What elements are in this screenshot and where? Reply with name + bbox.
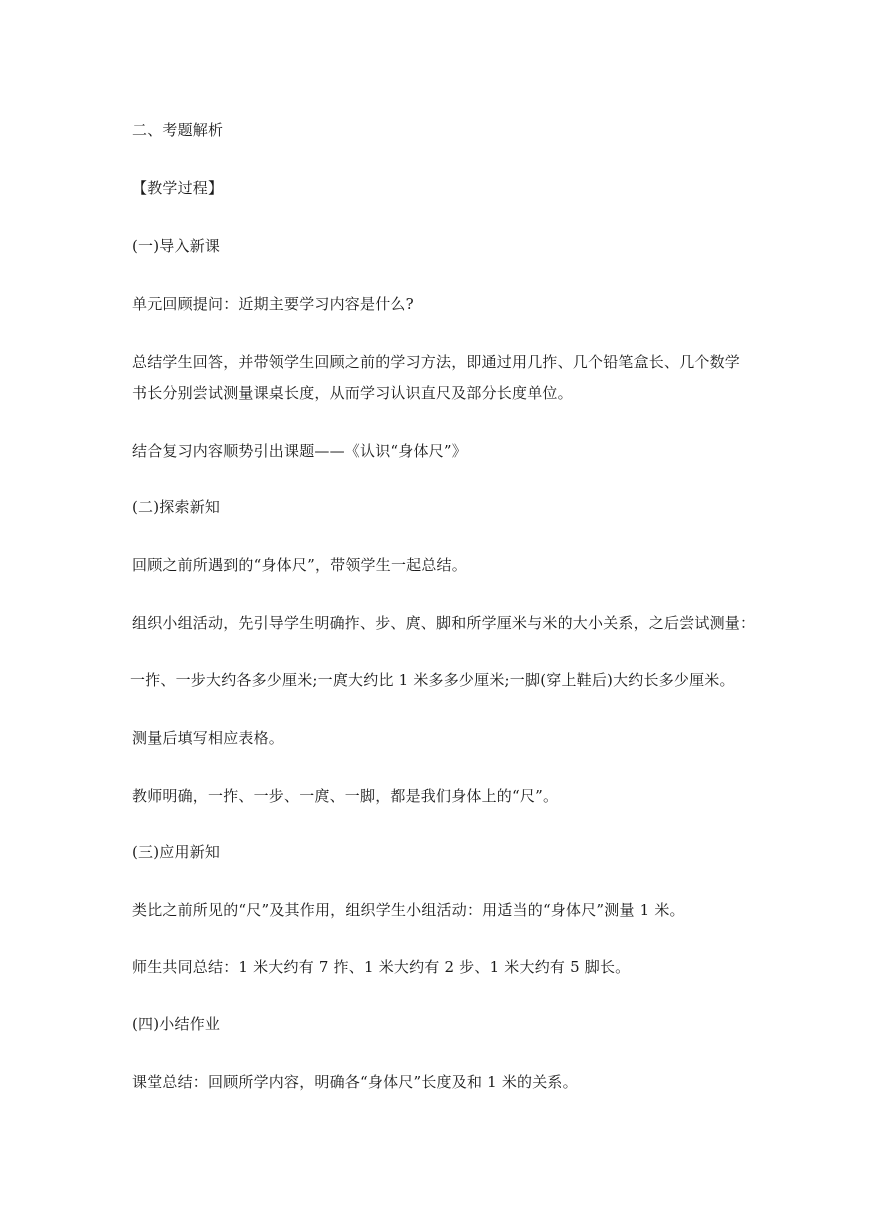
part2-paragraph-5: 教师明确，一拃、一步、一庹、一脚，都是我们身体上的“尺”。 bbox=[132, 787, 559, 805]
part3-paragraph-1: 类比之前所见的“尺”及其作用，组织学生小组活动：用适当的“身体尺”测量 1 米。 bbox=[132, 901, 685, 919]
part2-paragraph-4: 测量后填写相应表格。 bbox=[132, 729, 285, 747]
part4-heading: (四)小结作业 bbox=[132, 1015, 221, 1033]
part1-heading: (一)导入新课 bbox=[132, 237, 221, 255]
part3-paragraph-2: 师生共同总结：1 米大约有 7 拃、1 米大约有 2 步、1 米大约有 5 脚长。 bbox=[132, 958, 631, 976]
part2-paragraph-2: 组织小组活动，先引导学生明确拃、步、庹、脚和所学厘米与米的大小关系，之后尝试测量： bbox=[132, 614, 756, 632]
part1-paragraph-2-line-1: 总结学生回答，并带领学生回顾之前的学习方法，即通过用几拃、几个铅笔盒长、几个数学 bbox=[132, 353, 741, 371]
part4-paragraph-1: 课堂总结：回顾所学内容，明确各“身体尺”长度及和 1 米的关系。 bbox=[132, 1073, 578, 1091]
part2-paragraph-3: 一拃、一步大约各多少厘米;一庹大约比 1 米多多少厘米;一脚(穿上鞋后)大约长多少厘米。 bbox=[130, 671, 735, 689]
part3-heading: (三)应用新知 bbox=[132, 843, 221, 861]
part1-paragraph-3: 结合复习内容顺势引出课题——《认识“身体尺”》 bbox=[132, 442, 467, 460]
section-title: 二、考题解析 bbox=[132, 121, 224, 139]
part1-paragraph-1: 单元回顾提问：近期主要学习内容是什么? bbox=[132, 295, 414, 313]
part2-paragraph-1: 回顾之前所遇到的“身体尺”，带领学生一起总结。 bbox=[132, 556, 467, 574]
part2-heading: (二)探索新知 bbox=[132, 498, 221, 516]
part1-paragraph-2-line-2: 书长分别尝试测量课桌长度，从而学习认识直尺及部分长度单位。 bbox=[132, 384, 573, 402]
teaching-process-heading: 【教学过程】 bbox=[132, 179, 224, 197]
